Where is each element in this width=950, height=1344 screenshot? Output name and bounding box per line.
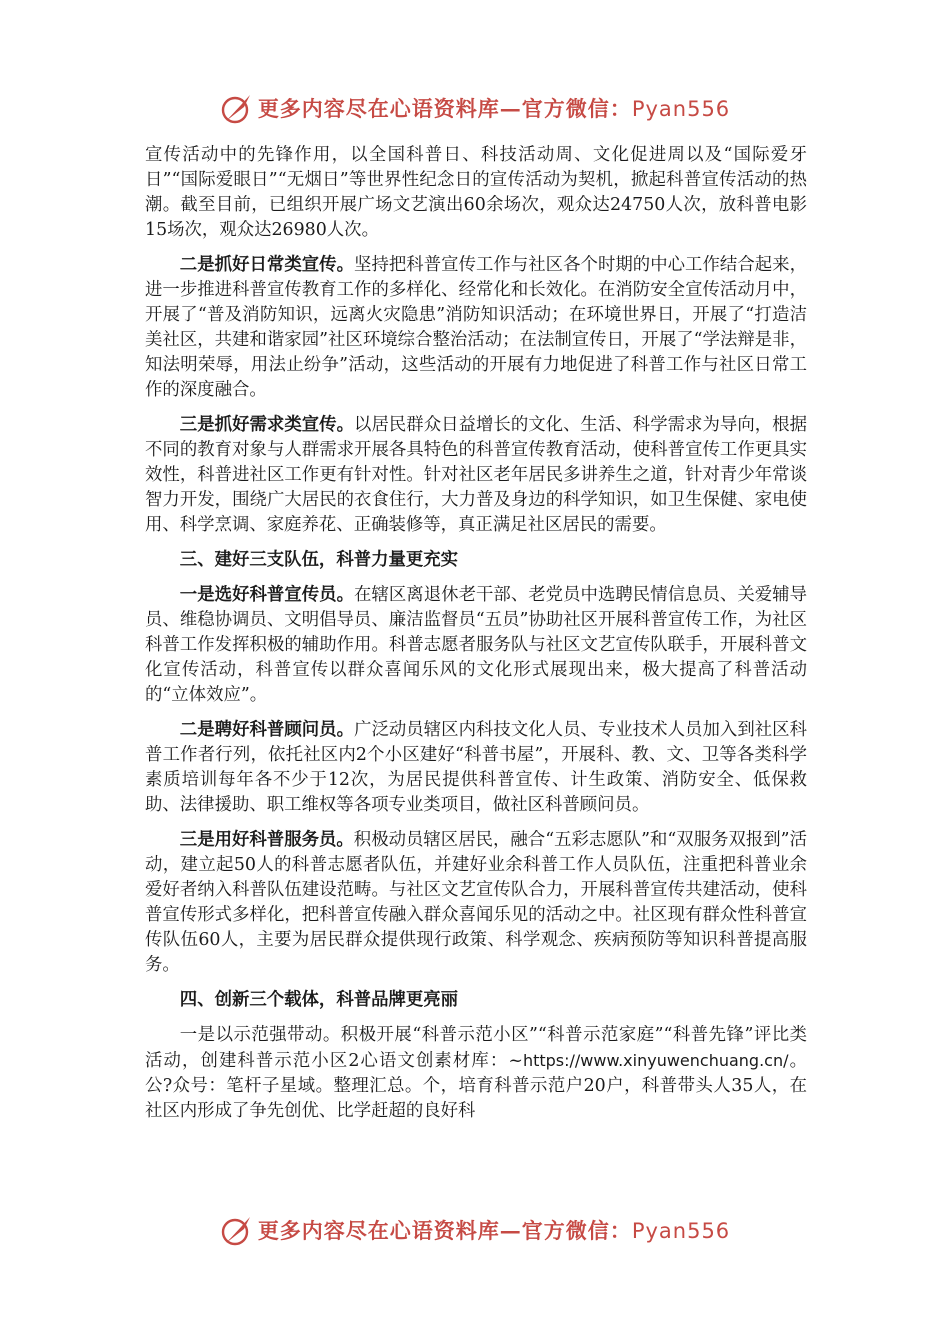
header-banner xyxy=(0,86,950,130)
paragraph: 一是以示范强带动。积极开展“科普示范小区”“科普示范家庭”“科普先锋”评比类活动，创建科普示范小区2心语文创素材库：~https://www.xinyuwenchuang.cn/。公?众号：笔杆子星域。整理汇总。个，培育科普示范户20户，科普带头人35人，在社区内形成了争先创优、比学赶超的良好科 xyxy=(145,1025,807,1121)
paragraph-lead: 二是抓好日常类宣传。 xyxy=(179,255,355,275)
paragraph: 三是用好科普服务员。积极动员辖区居民，融合“五彩志愿队”和“双服务双报到”活动，建立起50人的科普志愿者队伍，并建好业余科普工作人员队伍，注重把科普业余爱好者纳入科普队伍建设范畴。与社区文艺宣传队合力，开展科普宣传共建活动，使科普宣传形式多样化，把科普宣传融入群众喜闻乐见的活动之中。社区现有群众性科普宣传队伍60人，主要为居民群众提供现行政策、科学观念、疾病预防等知识科普提高服务。 xyxy=(145,830,807,975)
wechat-id: Pyan556 xyxy=(631,97,731,121)
footer-banner xyxy=(0,1208,950,1252)
paragraph: 一是选好科普宣传员。在辖区离退休老干部、老党员中选聘民情信息员、关爱辅导员、维稳协调员、文明倡导员、廉洁监督员“五员”协助社区开展科普宣传工作，为社区科普工作发挥积极的辅助作用。科普志愿者服务队与社区文艺宣传队联手，开展科普文化宣传活动，科普宣传以群众喜闻乐风的文化形式展现出来，极大提高了科普活动的“立体效应”。 xyxy=(145,585,807,705)
banner-text: 更多内容尽在心语资料库—官方微信：Pyan556 xyxy=(257,96,731,121)
section-heading: 四、创新三个载体，科普品牌更亮丽 xyxy=(179,990,459,1010)
quill-logo-icon xyxy=(220,91,254,125)
wechat-id: Pyan556 xyxy=(631,1219,731,1243)
section-heading: 三、建好三支队伍，科普力量更充实 xyxy=(179,550,459,570)
banner-text: 更多内容尽在心语资料库—官方微信：Pyan556 xyxy=(257,1218,731,1243)
website-url: https://www.xinyuwenchuang.cn/ xyxy=(522,1051,789,1070)
paragraph: 二是抓好日常类宣传。坚持把科普宣传工作与社区各个时期的中心工作结合起来，进一步推进科普宣传教育工作的多样化、经常化和长效化。在消防安全宣传活动月中，开展了“普及消防知识，远离火灾隐患”消防知识活动；在环境世界日，开展了“打造洁美社区，共建和谐家园”社区环境综合整治活动；在法制宣传日，开展了“学法辩是非，知法明荣辱，用法止纷争”活动，这些活动的开展有力地促进了科普工作与社区日常工作的深度融合。 xyxy=(145,255,807,400)
paragraph-lead: 二是聘好科普顾问员。 xyxy=(179,720,355,740)
quill-logo-icon xyxy=(220,1213,254,1247)
paragraph: 二是聘好科普顾问员。广泛动员辖区内科技文化人员、专业技术人员加入到社区科普工作者行列，依托社区内2个小区建好“科普书屋”，开展科、教、文、卫等各类科学素质培训每年各不少于12次，为居民提供科普宣传、计生政策、消防安全、低保救助、法律援助、职工维权等各项专业类项目，做社区科普顾问员。 xyxy=(145,720,807,815)
paragraph-lead: 三是用好科普服务员。 xyxy=(179,830,354,850)
document-body xyxy=(145,143,807,1134)
paragraph-lead: 三是抓好需求类宣传。 xyxy=(179,415,355,435)
paragraph: 三是抓好需求类宣传。以居民群众日益增长的文化、生活、科学需求为导向，根据不同的教育对象与人群需求开展各具特色的科普宣传教育活动，使科普宣传工作更具实效性，科普进社区工作更有针对性。针对社区老年居民多讲养生之道，针对青少年常谈智力开发，围绕广大居民的衣食住行，大力普及身边的科学知识，如卫生保健、家电使用、科学烹调、家庭养花、正确装修等，真正满足社区居民的需要。 xyxy=(145,415,807,535)
paragraph: 宣传活动中的先锋作用，以全国科普日、科技活动周、文化促进周以及“国际爱牙日”“国际爱眼日”“无烟日”等世界性纪念日的宣传活动为契机，掀起科普宣传活动的热潮。截至目前，已组织开展广场文艺演出60余场次，观众达24750人次，放科普电影15场次，观众达26980人次。 xyxy=(145,145,807,240)
paragraph-lead: 一是选好科普宣传员。 xyxy=(179,585,355,605)
